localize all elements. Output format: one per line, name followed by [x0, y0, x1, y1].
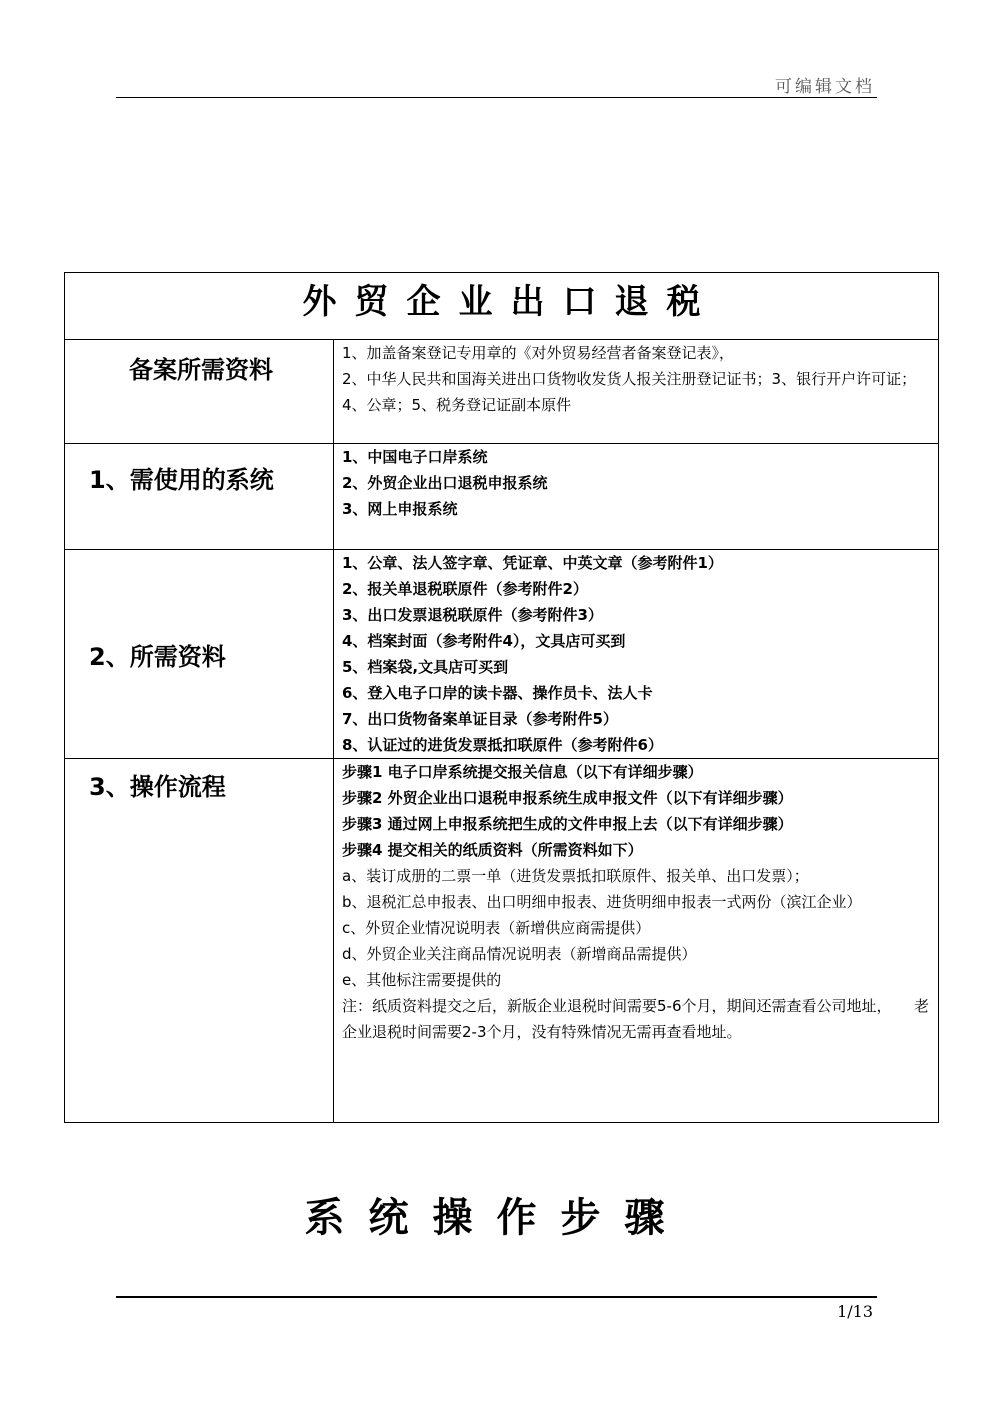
- list-item: 5、档案袋,文具店可买到: [342, 658, 509, 676]
- section-title: 系统操作步骤: [304, 1195, 689, 1241]
- tax-refund-table: [64, 272, 939, 1123]
- list-item: b、退税汇总申报表、出口明细申报表、进货明细申报表一式两份（滨江企业）: [342, 893, 862, 911]
- list-item: e、其他标注需要提供的: [342, 971, 502, 989]
- row-content: [334, 550, 939, 759]
- row-content: [334, 759, 939, 1123]
- table-title: 外贸企业出口退税: [65, 273, 939, 340]
- row-label: 1、需使用的系统: [65, 444, 334, 550]
- step-item: 步骤4 提交相关的纸质资料（所需资料如下）: [342, 841, 643, 859]
- note-text: 注：纸质资料提交之后，新版企业退税时间需要5-6个月，期间还需查看公司地址， 老企业退税时间需要2-3个月，没有特殊情况无需再查看地址。: [342, 997, 930, 1041]
- step-item: 步骤1 电子口岸系统提交报关信息（以下有详细步骤）: [342, 763, 703, 781]
- row-label: 2、所需资料: [65, 550, 334, 759]
- table-row: [65, 340, 939, 444]
- list-item: 2、报关单退税联原件（参考附件2）: [342, 580, 588, 598]
- row-content: [334, 340, 939, 444]
- table-row: [65, 759, 939, 1123]
- list-item: 1、加盖备案登记专用章的《对外贸易经营者备案登记表》，: [342, 344, 735, 362]
- list-item: 3、出口发票退税联原件（参考附件3）: [342, 606, 603, 624]
- list-item: 2、外贸企业出口退税申报系统: [342, 474, 548, 492]
- table-row: [65, 444, 939, 550]
- table-title-row: [65, 273, 939, 340]
- list-item: 3、网上申报系统: [342, 500, 458, 518]
- list-item: a、装订成册的二票一单（进货发票抵扣联原件、报关单、出口发票）；: [342, 867, 809, 885]
- list-item: 1、中国电子口岸系统: [342, 448, 488, 466]
- list-item: 1、公章、法人签字章、凭证章、中英文章（参考附件1）: [342, 554, 723, 572]
- list-item: 6、登入电子口岸的读卡器、操作员卡、法人卡: [342, 684, 653, 702]
- table-row: [65, 550, 939, 759]
- page-number: 1/13: [837, 1302, 873, 1321]
- list-item: c、外贸企业情况说明表（新增供应商需提供）: [342, 919, 651, 937]
- list-item: 8、认证过的进货发票抵扣联原件（参考附件6）: [342, 736, 663, 754]
- list-item: d、外贸企业关注商品情况说明表（新增商品需提供）: [342, 945, 697, 963]
- step-item: 步骤2 外贸企业出口退税申报系统生成申报文件（以下有详细步骤）: [342, 789, 793, 807]
- row-content: [334, 444, 939, 550]
- footer-divider: [116, 1296, 877, 1298]
- header-divider: [116, 97, 877, 98]
- list-item: 7、出口货物备案单证目录（参考附件5）: [342, 710, 618, 728]
- row-label: 备案所需资料: [65, 340, 334, 444]
- list-item: 2、中华人民共和国海关进出口货物收发货人报关注册登记证书；3、银行开户许可证；4、公章；5、税务登记证副本原件: [342, 370, 917, 414]
- step-item: 步骤3 通过网上申报系统把生成的文件申报上去（以下有详细步骤）: [342, 815, 793, 833]
- header-watermark: 可编辑文档: [775, 77, 875, 97]
- row-label: 3、操作流程: [65, 759, 334, 1123]
- list-item: 4、档案封面（参考附件4），文具店可买到: [342, 632, 626, 650]
